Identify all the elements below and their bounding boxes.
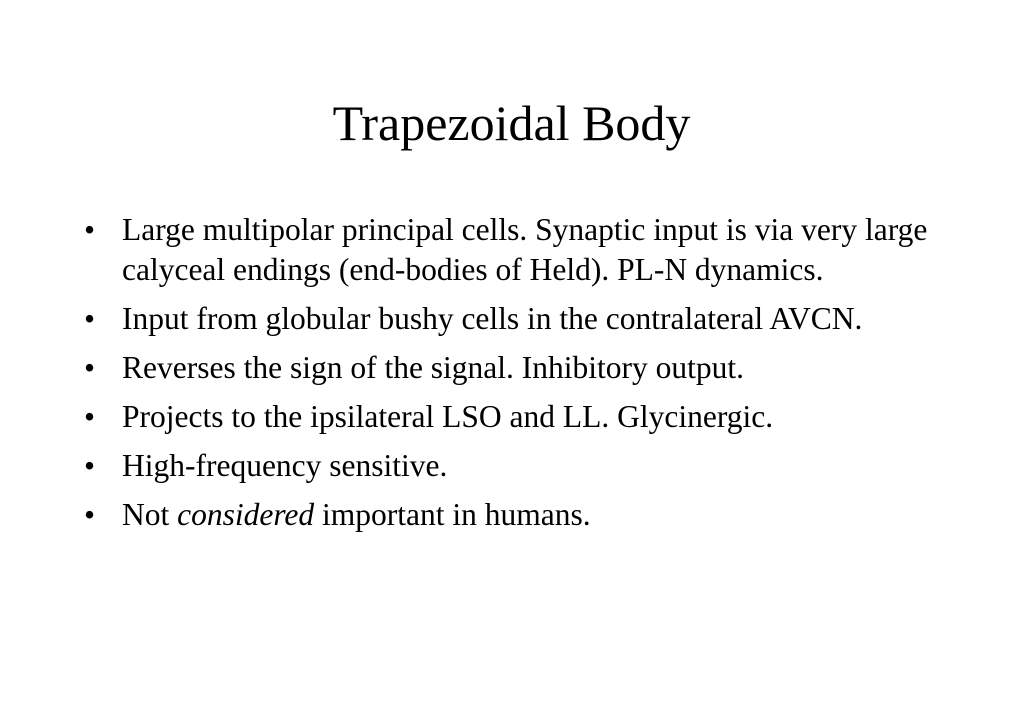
- bullet-text-suffix: important in humans.: [314, 497, 591, 532]
- bullet-text-emphasis: considered: [177, 497, 315, 532]
- bullet-text: Input from globular bushy cells in the contralateral AVCN.: [122, 301, 863, 336]
- bullet-text: High-frequency sensitive.: [122, 448, 448, 483]
- bullet-text: [122, 497, 591, 532]
- slide-title: Trapezoidal Body: [332, 95, 691, 151]
- bullet-item: [84, 495, 964, 535]
- bullet-text: Reverses the sign of the signal. Inhibitory output.: [122, 350, 745, 385]
- bullet-icon: •: [84, 399, 96, 434]
- bullet-item: [84, 299, 964, 339]
- bullet-text: Projects to the ipsilateral LSO and LL. Glycinergic.: [122, 399, 774, 434]
- bullet-item: [84, 397, 964, 437]
- bullet-text: Large multipolar principal cells. Synaptic input is via very large calyceal endings (end-bodies of Held). PL-N dynamics.: [122, 212, 928, 287]
- bullet-item: [84, 348, 964, 388]
- bullet-icon: •: [84, 350, 96, 385]
- bullet-icon: •: [84, 497, 96, 532]
- bullet-item: [84, 210, 964, 290]
- bullet-icon: •: [84, 212, 96, 247]
- bullet-item: [84, 446, 964, 486]
- bullet-icon: •: [84, 301, 96, 336]
- bullet-icon: •: [84, 448, 96, 483]
- bullet-text-prefix: Not: [122, 497, 178, 532]
- bullet-list: [84, 210, 964, 544]
